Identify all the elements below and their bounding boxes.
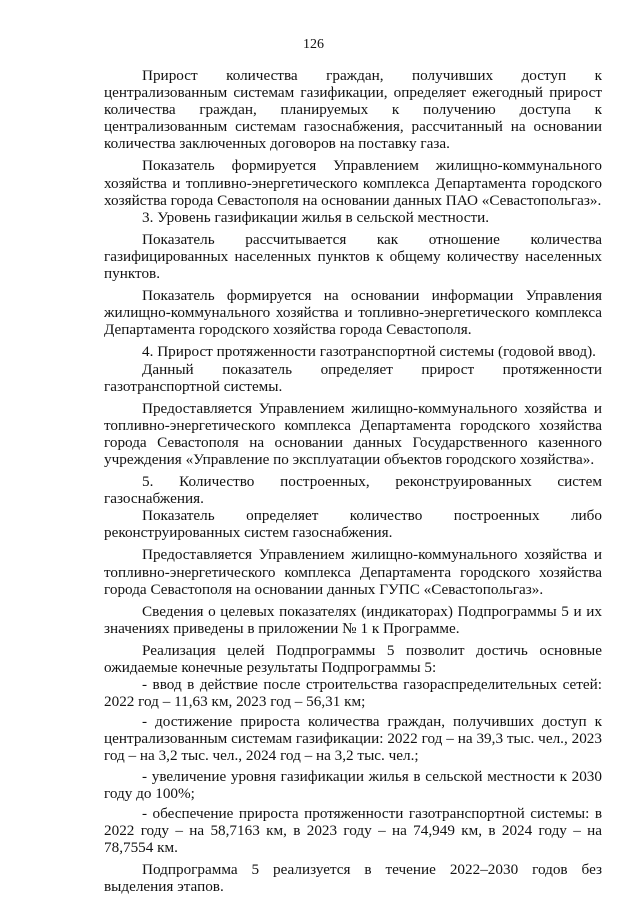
paragraph-target-indicators-reference: Сведения о целевых показателях (индикаторах) Подпрограммы 5 и их значениях приведены в приложении № 1 к Программе. xyxy=(104,602,602,637)
paragraph-indicator-5-heading: 5. Количество построенных, реконструированных систем газоснабжения. xyxy=(104,473,602,508)
paragraph-indicator-4-source: Предоставляется Управлением жилищно-коммунального хозяйства и топливно-энергетического комплекса Департамента городского хозяйства города Севастополя на основании данных Государственного казенного учреждения «Управление по эксплуатации объектов городского хозяйства». xyxy=(104,399,602,468)
list-item-citizen-access-growth: - достижение прироста количества граждан, получивших доступ к централизованным системам газификации: 2022 год – на 39,3 тыс. чел., 2023 год – на 3,2 тыс. чел., 2024 год – на 3,2 тыс. чел.; xyxy=(104,713,602,765)
paragraph-implementation-period: Подпрограмма 5 реализуется в течение 2022–2030 годов без выделения этапов. xyxy=(104,861,602,896)
document-body xyxy=(104,67,602,895)
list-item-gas-transport-length-growth: - обеспечение прироста протяженности газотранспортной системы: в 2022 году – на 58,7163 км, в 2023 году – на 74,949 км, в 2024 году – на 78,7554 км. xyxy=(104,804,602,856)
paragraph-indicator-3-source: Показатель формируется на основании информации Управления жилищно-коммунального хозяйства и топливно-энергетического комплекса Департамента городского хозяйства города Севастополя. xyxy=(104,287,602,339)
paragraph-indicator-4-definition: Данный показатель определяет прирост протяженности газотранспортной системы. xyxy=(104,360,602,395)
page-number: 126 xyxy=(303,37,324,52)
paragraph-expected-results-intro: Реализация целей Подпрограммы 5 позволит достичь основные ожидаемые конечные результаты Подпрограммы 5: xyxy=(104,641,602,676)
paragraph-gas-access-growth: Прирост количества граждан, получивших доступ к централизованным системам газификации, определяет ежегодный прирост количества граждан, планируемых к получению доступа к централизованным системам газоснабжения, рассчитанный на основании количества заключенных договоров на поставку газа. xyxy=(104,67,602,153)
list-item-rural-gasification-level: - увеличение уровня газификации жилья в сельской местности к 2030 году до 100%; xyxy=(104,767,602,802)
paragraph-indicator-5-definition: Показатель определяет количество построенных либо реконструированных систем газоснабжения. xyxy=(104,507,602,542)
list-item-gas-network-commissioning: - ввод в действие после строительства газораспределительных сетей: 2022 год – 11,63 км, 2023 год – 56,31 км; xyxy=(104,676,602,711)
paragraph-indicator-3-heading: 3. Уровень газификации жилья в сельской местности. xyxy=(142,208,490,226)
paragraph-indicator-source-1: Показатель формируется Управлением жилищно-коммунального хозяйства и топливно-энергетического комплекса Департамента городского хозяйства города Севастополя на основании данных ПАО «Севастопольгаз». xyxy=(104,157,602,209)
paragraph-indicator-3-calculation: Показатель рассчитывается как отношение количества газифицированных населенных пунктов к общему количеству населенных пунктов. xyxy=(104,230,602,283)
paragraph-indicator-4-heading: 4. Прирост протяженности газотранспортной системы (годовой ввод). xyxy=(142,343,596,361)
paragraph-indicator-5-source: Предоставляется Управлением жилищно-коммунального хозяйства и топливно-энергетического комплекса Департамента городского хозяйства города Севастополя на основании данных ГУПС «Севастопольгаз». xyxy=(104,546,602,598)
